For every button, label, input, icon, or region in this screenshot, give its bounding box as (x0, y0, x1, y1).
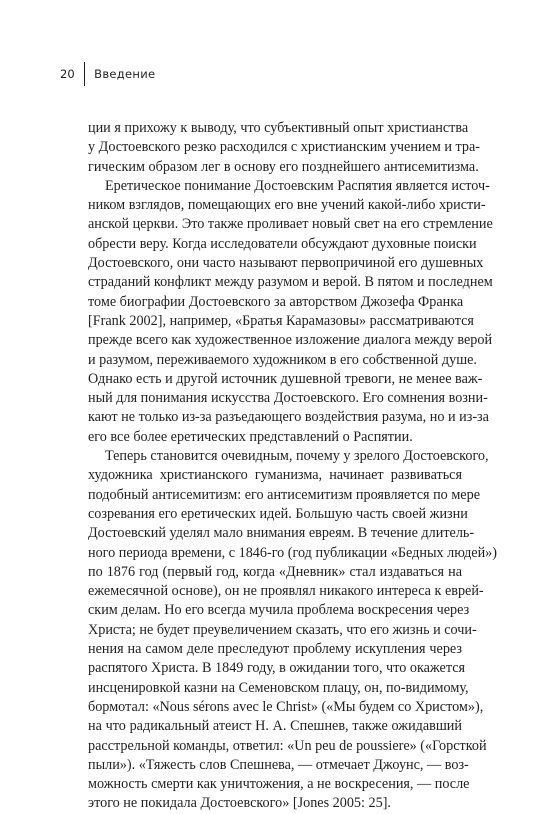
text-line: созревания его еретических идей. Большую часть своей жизни (88, 505, 468, 522)
text-line: у Достоевского резко расходился с христианским учением и тра- (88, 139, 480, 156)
text-line: Еретическое понимание Достоевским Распятия является источ- (105, 177, 490, 194)
text-line: пыли»). «Тяжесть слов Спешнева, — отмечает Джоунс, — воз- (88, 756, 469, 773)
section-title: Введение (94, 67, 156, 81)
text-line: страданий конфликт между разумом и верой. В пятом и последнем (88, 274, 493, 291)
text-line: ного периода времени, с 1846-го (год публикации «Бедных людей») (88, 544, 498, 561)
text-line: гическим образом лег в основу его позднейшего антисемитизма. (88, 158, 479, 175)
text-line: Однако есть и другой источник душевной тревоги, не менее важ- (88, 370, 483, 387)
text-line: ции я прихожу к выводу, что субъективный опыт христианства (88, 120, 469, 136)
body-text (88, 119, 498, 814)
text-line: обрести веру. Когда исследователи обсуждают духовные поиски (88, 235, 477, 252)
text-line: расстрельной команды, ответил: «Un peu de poussiere» («Горсткой (88, 737, 487, 754)
text-line: Достоевский уделял мало внимания евреям. В течение длитель- (88, 525, 475, 542)
text-line: Достоевского, они часто называют первопричиной его душевных (88, 255, 484, 272)
text-line: кают не только из-за разъедающего воздействия разума, но и из-за (88, 409, 489, 426)
text-line: ный для понимания искусства Достоевского. Его сомнения возни- (88, 390, 488, 407)
text-line: можность смерти как уничтожения, а не воскресения, — после (88, 776, 470, 793)
text-line: художника христианского гуманизма, начинает развиваться (88, 467, 462, 484)
text-line: подобный антисемитизм: его антисемитизм проявляется по мере (88, 486, 480, 503)
text-line: его все более еретических представлений о Распятии. (88, 428, 413, 445)
text-line: по 1876 год (первый год, когда «Дневник» стал издаваться на (88, 563, 462, 580)
text-line: бормотал: «Nous sérons avec le Christ» («Мы будем со Христом»), (88, 698, 484, 715)
text-line: [Frank 2002], например, «Братья Карамазовы» рассматриваются (88, 312, 474, 329)
text-line: Теперь становится очевидным, почему у зрелого Достоевского, (105, 448, 489, 465)
text-line: ежемесячной основе), он не проявлял никакого интереса к еврей- (88, 583, 484, 600)
paragraph (88, 119, 480, 177)
text-line: ником взглядов, помещающих его вне учений какой-либо христи- (88, 197, 486, 214)
paragraph (88, 447, 498, 814)
text-line: инсценировкой казни на Семеновском плацу, он, по-видимому, (88, 679, 469, 696)
page-number: 20 (60, 67, 75, 81)
text-line: ским делам. Но его всегда мучила проблема воскресения через (88, 602, 470, 619)
text-line: томе биографии Достоевского за авторством Джозефа Франка (88, 293, 464, 310)
text-line: анской церкви. Это также проливает новый свет на его стремление (88, 216, 493, 233)
text-line: этого не покидала Достоевского» [Jones 2005: 25]. (88, 795, 391, 812)
text-line: прежде всего как художественное изложение диалога между верой (88, 332, 493, 349)
paragraph (88, 177, 493, 447)
text-line: нения на самом деле преследуют проблему искупления через (88, 641, 462, 658)
text-line: Христа; не будет преувеличением сказать, что его жизнь и сочи- (88, 621, 477, 638)
text-line: и разумом, переживаемого художником в его собственной душе. (88, 351, 477, 368)
running-head (60, 62, 155, 86)
text-line: на что радикальный атеист Н. А. Спешнев, также ожидавший (88, 718, 462, 735)
text-line: распятого Христа. В 1849 году, в ожидании того, что окажется (88, 660, 466, 677)
